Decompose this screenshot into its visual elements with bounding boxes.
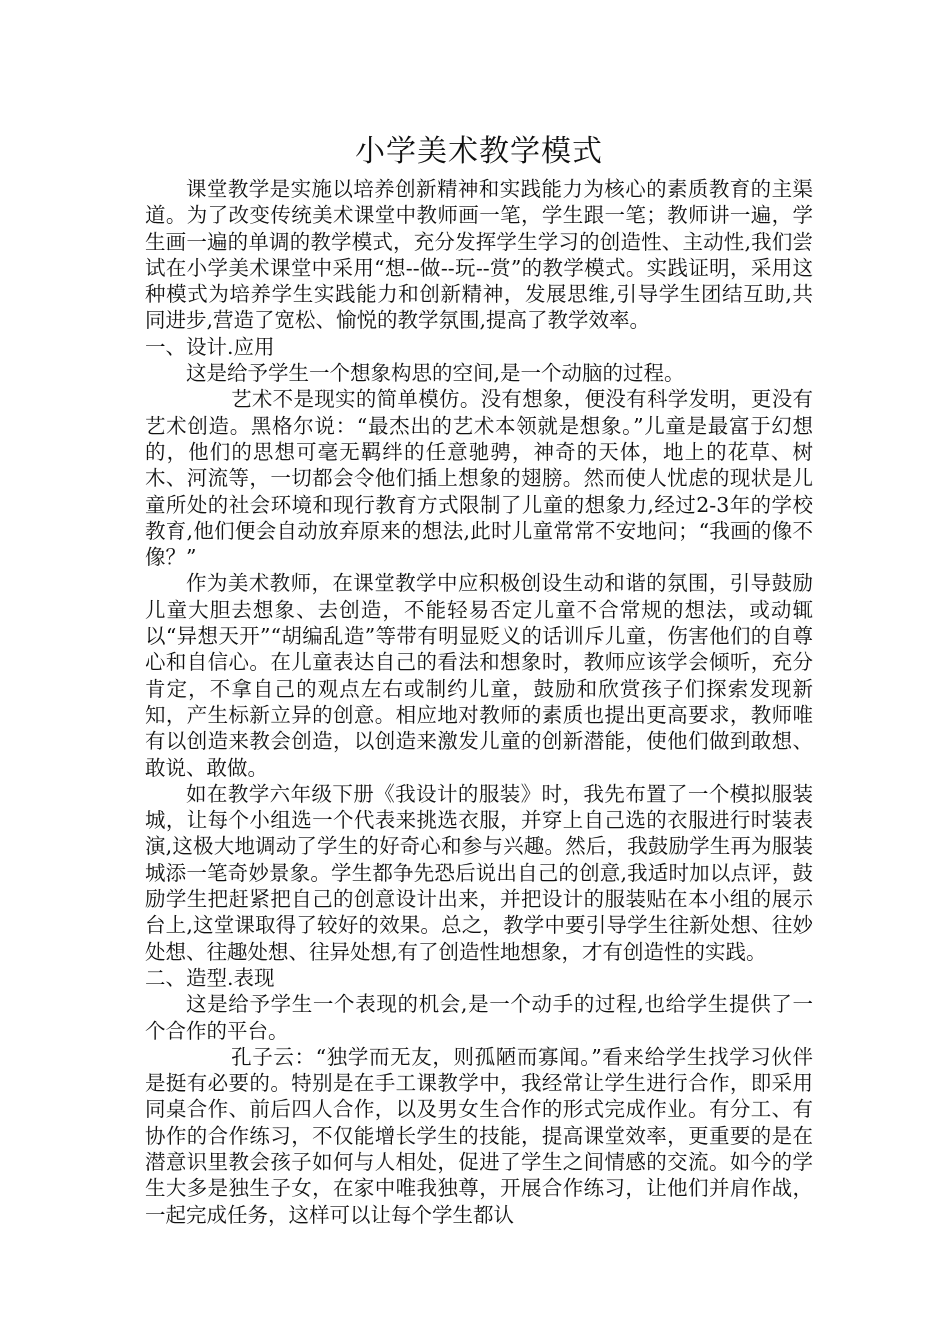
document-body: [145, 130, 813, 1228]
section1-paragraph-imagination: 艺术不是现实的简单模仿。没有想象，便没有科学发明，更没有艺术创造。黑格尔说：“最杰出的艺术本领就是想象。”儿童是最富于幻想的，他们的思想可毫无羁绊的任意驰骋，神奇的天体，地上的花草、树木、河流等，一切都会令他们插上想象的翅膀。然而使人忧虑的现状是儿童所处的社会环境和现行教育方式限制了儿童的想象力,经过2-3年的学校教育,他们便会自动放弃原来的想法,此时儿童常常不安地问；“我画的像不像？”: [145, 387, 813, 570]
section-heading-design: 一、设计.应用: [145, 334, 275, 359]
section1-paragraph-example: 如在教学六年级下册《我设计的服装》时，我先布置了一个模拟服装城，让每个小组选一个代表来挑选衣服，并穿上自己选的衣服进行时装表演,这极大地调动了学生的好奇心和参与兴趣。然后，我鼓励学生再为服装城添一笔奇妙景象。学生都争先恐后说出自己的创意,我适时加以点评，鼓励学生把赶紧把自己的创意设计出来，并把设计的服装贴在本小组的展示台上,这堂课取得了较好的效果。总之，教学中要引导学生往新处想、往妙处想、往趣处想、往异处想,有了创造性地想象，才有创造性的实践。: [145, 781, 813, 964]
section2-paragraph-cooperation: 孔子云：“独学而无友，则孤陋而寡闻。”看来给学生找学习伙伴是挺有必要的。特别是在手工课教学中，我经常让学生进行合作，即采用同桌合作、前后四人合作，以及男女生合作的形式完成作业。有分工、有协作的合作练习，不仅能增长学生的技能，提高课堂效率，更重要的是在潜意识里教会孩子如何与人相处，促进了学生之间情感的交流。如今的学生大多是独生子女，在家中唯我独尊，开展合作练习，让他们并肩作战，一起完成任务，这样可以让每个学生都认: [145, 1044, 813, 1227]
section1-lead-paragraph: 这是给予学生一个想象构思的空间,是一个动脑的过程。: [186, 361, 685, 386]
intro-paragraph: 课堂教学是实施以培养创新精神和实践能力为核心的素质教育的主渠道。为了改变传统美术课堂中教师画一笔，学生跟一笔；教师讲一遍，学生画一遍的单调的教学模式，充分发挥学生学习的创造性、主动性,我们尝试在小学美术课堂中采用“想--做--玩--赏”的教学模式。实践证明，采用这种模式为培养学生实践能力和创新精神，发展思维,引导学生团结互助,共同进步,营造了宽松、愉悦的教学氛围,提高了教学效率。: [145, 177, 813, 333]
section2-lead-paragraph: 这是给予学生一个表现的机会,是一个动手的过程,也给学生提供了一个合作的平台。: [145, 992, 813, 1043]
document-title: 小学美术教学模式: [355, 134, 603, 169]
section1-paragraph-teacher-role: 作为美术教师，在课堂教学中应积极创设生动和谐的氛围，引导鼓励儿童大胆去想象、去创造，不能轻易否定儿童不合常规的想法，或动辄以“异想天开”“胡编乱造”等带有明显贬义的话训斥儿童，伤害他们的自尊心和自信心。在儿童表达自己的看法和想象时，教师应该学会倾听，充分肯定，不拿自己的观点左右或制约儿童，鼓励和欣赏孩子们探索发现新知，产生标新立异的创意。相应地对教师的素质也提出更高要求，教师唯有以创造来教会创造，以创造来激发儿童的创新潜能，使他们做到敢想、敢说、敢做。: [145, 571, 813, 780]
section-heading-modeling: 二、造型.表现: [145, 965, 275, 990]
